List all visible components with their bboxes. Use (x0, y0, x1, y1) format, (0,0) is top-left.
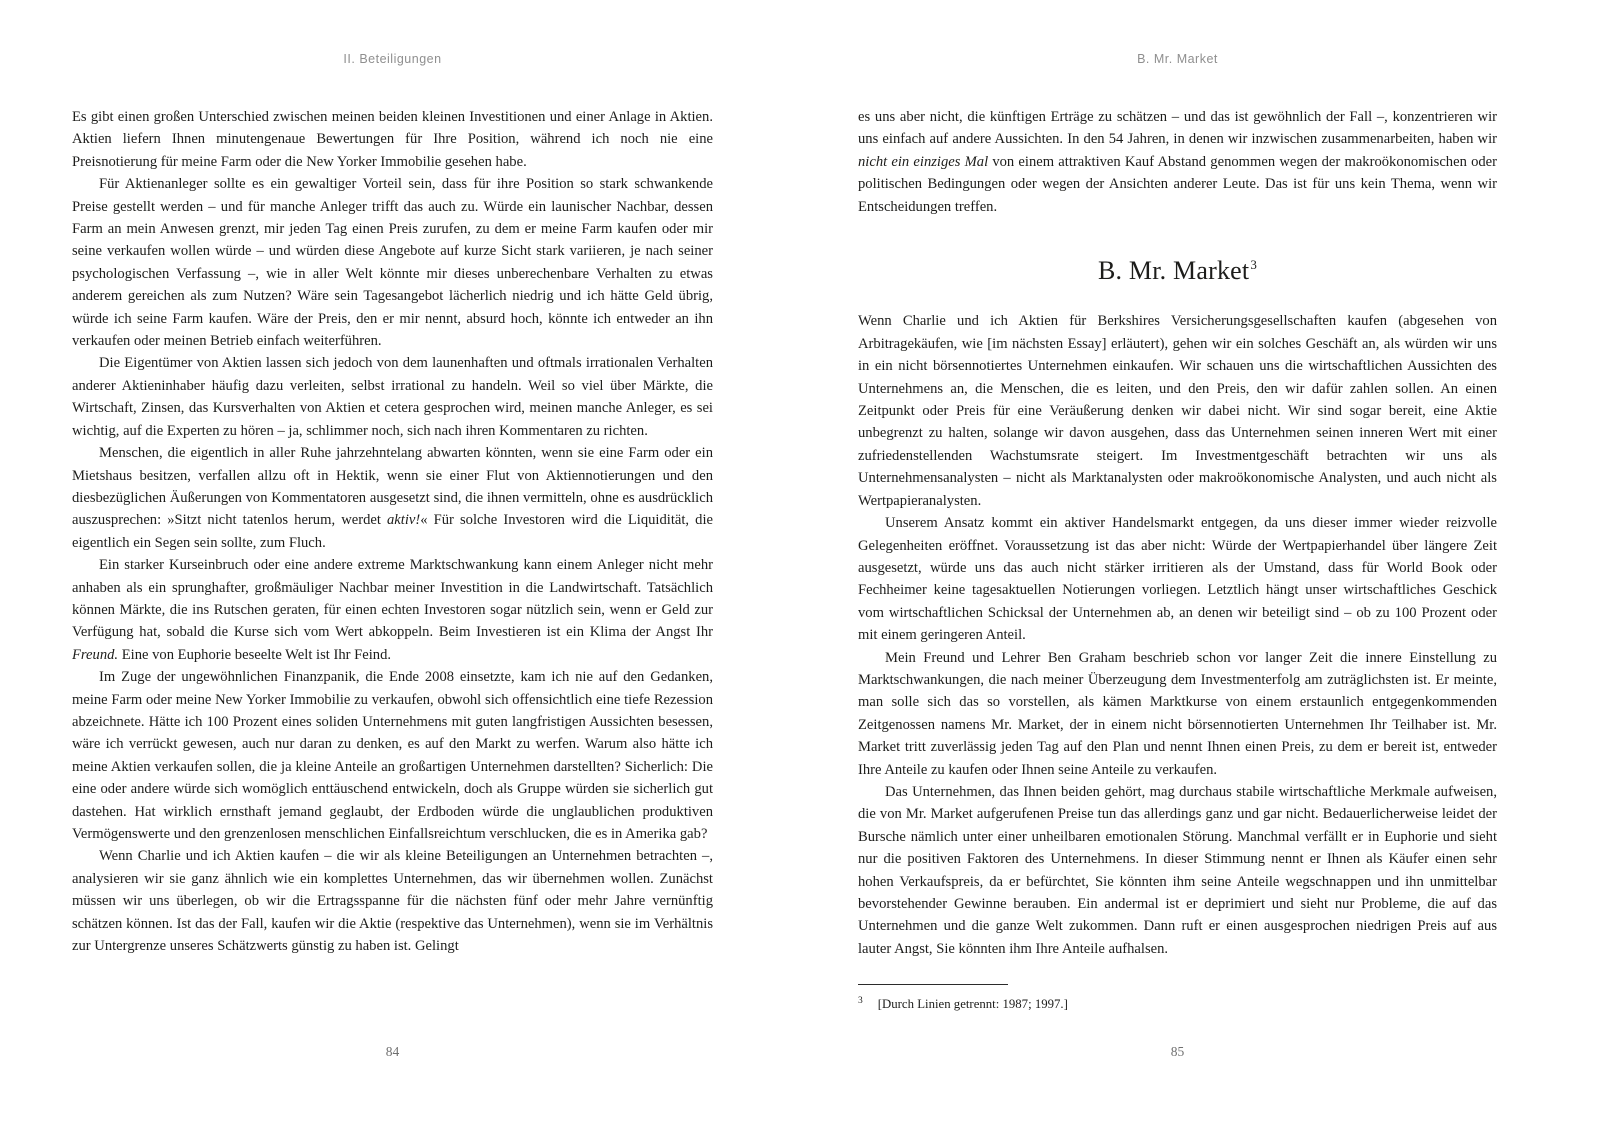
footnote-line (858, 995, 1497, 1013)
paragraph: Im Zuge der ungewöhnlichen Finanzpanik, die Ende 2008 einsetzte, kam ich nie auf den Gedanken, meine Farm oder meine New Yorker Immobilie zu verkaufen, obwohl sich offensichtlich eine tiefe Rezession abzeichnete. Hätte ich 100 Prozent eines soliden Unternehmens mit guten langfristigen Aussichten besessen, wäre ich verrückt gewesen, auch nur daran zu denken, es auf den Markt zu werfen. Warum also hätte ich meine Aktien verkaufen sollen, die ja kleine Anteile an großartigen Unternehmen darstellten? Sicherlich: Die eine oder andere würde sich womöglich enttäuschend entwickeln, doch als Gruppe würden sie sicherlich gut dastehen. Hat wirklich ernsthaft jemand geglaubt, der Erdboden würde die unglaublichen produktiven Vermögenswerte und den grenzenlosen menschlichen Einfallsreichtum verschlucken, die es in Amerika gab? (72, 669, 713, 842)
paragraph: Menschen, die eigentlich in aller Ruhe jahrzehntelang abwarten könnten, wenn sie eine Farm oder ein Mietshaus besitzen, verfallen allzu oft in Hektik, wenn sie einer Flut von Aktiennotierungen und den diesbezüglichen Äußerungen von Kommentatoren ausgesetzt sind, die ihnen vermitteln, ohne es ausdrücklich auszusprechen: »Sitzt nicht tatenlos herum, werdet aktiv!« Für solche Investoren wird die Liquidität, die eigentlich ein Segen sein sollte, zum Fluch. (72, 445, 713, 551)
left-running-head: II. Beteiligungen (343, 52, 442, 66)
right-page (858, 0, 1497, 1129)
footnote-divider (858, 984, 1008, 985)
paragraph: Mein Freund und Lehrer Ben Graham beschrieb schon vor langer Zeit die innere Einstellung zu Marktschwankungen, die nach meiner Überzeugung dem Investmenterfolg am zuträglichsten ist. Er meinte, man solle sich das so vorstellen, als kämen Marktkurse von einem erstaunlich entgegenkommenden Zeitgenossen namens Mr. Market, der in einem nicht börsennotierten Unternehmen Ihr Teilhaber ist. Mr. Market tritt zuverlässig jeden Tag auf den Plan und nennt Ihnen einen Preis, zu dem er bereit ist, entweder Ihre Anteile zu kaufen oder Ihnen seine Anteile zu verkaufen. (858, 649, 1497, 778)
paragraph: es uns aber nicht, die künftigen Erträge zu schätzen – und das ist gewöhnlich der Fall –, konzentrieren wir uns einfach auf andere Aussichten. In den 54 Jahren, in denen wir inzwischen zusammenarbeiten, haben wir nicht ein einziges Mal von einem attraktiven Kauf Abstand genommen wegen der makroökonomischen oder politischen Bedingungen oder wegen der Ansichten anderer Leute. Das ist für uns kein Thema, wenn wir Entscheidungen treffen. (858, 109, 1497, 215)
footnote-text: [Durch Linien getrennt: 1987; 1997.] (877, 997, 1068, 1011)
left-page-body (72, 106, 713, 1030)
paragraph: Das Unternehmen, das Ihnen beiden gehört, mag durchaus stabile wirtschaftliche Merkmale aufweisen, die von Mr. Market aufgerufenen Preise tun das allerdings ganz und gar nicht. Bedauerlicherweise leidet der Bursche nämlich unter einer unheilbaren emotionalen Störung. Manchmal verfällt er in Euphorie und sieht nur die positiven Faktoren des Unternehmens. In dieser Stimmung nennt er Ihnen als Käufer einen sehr hohen Verkaufspreis, da er befürchtet, Sie könnten ihm seine Anteile wegschnappen und ihn unmittelbar bevorstehender Gewinne berauben. Ein andermal ist er deprimiert und sieht nur Probleme, die auf das Unternehmen und die ganze Welt zukommen. Dann ruft er einen ausgesprochen niedrigen Preis auf aus lauter Angst, Sie könnten ihm Ihre Anteile aufhalsen. (858, 783, 1497, 957)
left-page (72, 0, 713, 1129)
footnote-marker: 3 (858, 995, 863, 1006)
right-running-head: B. Mr. Market (1137, 52, 1218, 66)
paragraph: Die Eigentümer von Aktien lassen sich jedoch von dem launenhaften und oftmals irrationalen Verhalten anderer Aktieninhaber häufig dazu verleiten, selbst irrational zu handeln. Weil so viel über Märkte, die Wirtschaft, Zinsen, das Kursverhalten von Aktien et cetera gesprochen wird, meinen manche Anleger, es sei wichtig, auf die Experten zu hören – ja, schlimmer noch, sich nach ihren Kommentaren zu richten. (72, 355, 713, 439)
paragraph: Unserem Ansatz kommt ein aktiver Handelsmarkt entgegen, da uns dieser immer wieder reizvolle Gelegenheiten eröffnet. Voraussetzung ist das aber nicht: Würde der Wertpapierhandel über längere Zeit ausgesetzt, würde uns das auch nicht stärker irritieren als der Umstand, dass für World Book oder Fechheimer keine tagesaktuellen Notierungen vorliegen. Letztlich hängt unser wirtschaftliches Geschick vom wirtschaftlichen Schicksal der Unternehmen ab, an denen wir beteiligt sind – ob zu 100 Prozent oder mit einem geringeren Anteil. (858, 515, 1497, 644)
paragraph: Für Aktienanleger sollte es ein gewaltiger Vorteil sein, dass für ihre Position so stark schwankende Preise gestellt werden – und für manche Anleger trifft das auch zu. Würde ein launischer Nachbar, dessen Farm an mein Anwesen grenzt, mir jeden Tag einen Preis zurufen, zu dem er meine Farm kaufen oder mir seine verkaufen wollen würde – und würden diese Angebote auf kurze Sicht stark variieren, je nach seiner psychologischen Verfassung –, wie in aller Welt könnte mir dieses unberechenbare Verhalten zu etwas anderem gereichen als zum Nutzen? Wäre sein Tagesangebot lächerlich niedrig und ich hätte Geld übrig, würde ich seine Farm kaufen. Wäre der Preis, den er mir nennt, absurd hoch, könnte ich entweder an ihn verkaufen oder meinen Betrieb einfach weiterführen. (72, 176, 713, 350)
paragraph: Ein starker Kurseinbruch oder eine andere extreme Marktschwankung kann einem Anleger nicht mehr anhaben als ein sprunghafter, großmäuliger Nachbar meiner Investition in die Landwirtschaft. Tatsächlich können Märkte, die ins Rutschen geraten, für einen echten Investoren sogar nützlich sein, wenn er Geld zur Verfügung hat, sobald die Kurse sich vom Wert abkoppeln. Beim Investieren ist ein Klima der Angst Ihr Freund. Eine von Euphorie beseelte Welt ist Ihr Feind. (72, 557, 713, 663)
paragraph: Wenn Charlie und ich Aktien kaufen – die wir als kleine Beteiligungen an Unternehmen betrachten –, analysieren wir sie ganz ähnlich wie ein komplettes Unternehmen, das wir übernehmen wollen. Zunächst müssen wir uns überlegen, ob wir die Ertragsspanne für die nächsten fünf oder mehr Jahre vernünftig schätzen können. Ist das der Fall, kaufen wir die Aktie (respektive das Unternehmen), wenn sie im Verhältnis zur Untergrenze unseres Schätzwerts günstig zu haben ist. Gelingt (72, 848, 713, 955)
footnote-reference: 3 (1250, 257, 1258, 273)
paragraph: Es gibt einen großen Unterschied zwischen meinen beiden kleinen Investitionen und einer Anlage in Aktien. Aktien liefern Ihnen minutengenaue Bewertungen für Ihre Position, während ich noch nie eine Preisnotierung für meine Farm oder die New Yorker Immobilie gesehen habe. (72, 109, 713, 170)
left-page-number: 84 (385, 1044, 400, 1059)
right-page-body (858, 106, 1497, 978)
footnote (858, 984, 1497, 1013)
right-page-number: 85 (1170, 1044, 1185, 1059)
paragraph: Wenn Charlie und ich Aktien für Berkshires Versicherungsgesellschaften kaufen (abgesehen von Arbitragekäufen, wie [im nächsten Essay] erläutert), gehen wir ein solches Geschäft an, als würden wir uns in ein nicht börsennotiertes Unternehmen einkaufen. Wir schauen uns die wirtschaftlichen Aussichten des Unternehmens an, die Menschen, die es leiten, und den Preis, den wir dafür zahlen sollen. An einen Zeitpunkt oder Preis für eine Veräußerung denken wir dabei nicht. Wir sind sogar bereit, eine Aktie unbegrenzt zu halten, solange wir davon ausgehen, dass das Unternehmen seinen inneren Wert mit einer zufriedenstellenden Wachstumsrate steigert. Im Investmentgeschäft betrachten wir uns als Unternehmensanalysten – nicht als Marktanalysten oder makroökonomische Analysten, und auch nicht als Wertpapieranalysten. (858, 313, 1497, 509)
section-heading: B. Mr. Market$^3$ (1097, 256, 1258, 286)
